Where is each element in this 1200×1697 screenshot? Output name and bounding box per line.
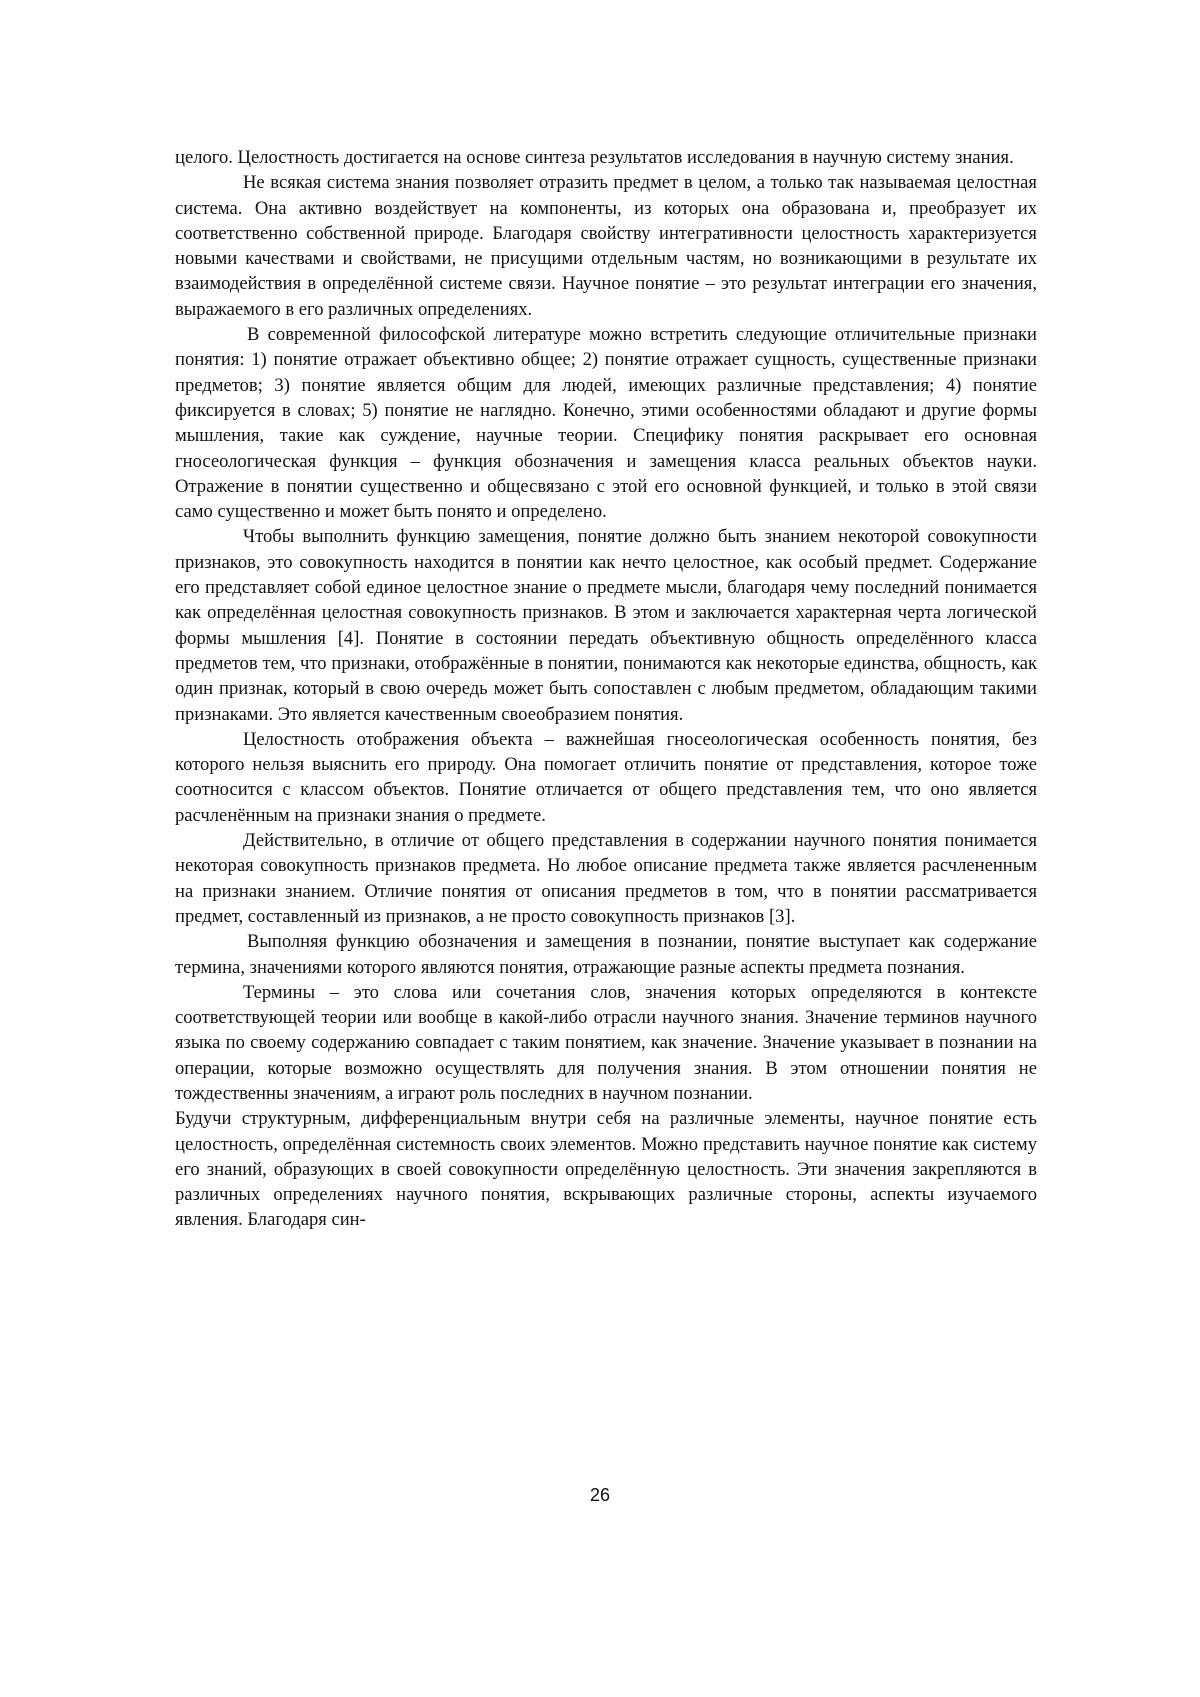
paragraph: Чтобы выполнить функцию замещения, понятие должно быть знанием некоторой совокупности признаков, это совокупность находится в понятии как нечто целостное, как особый предмет. Содержание его представляет собой единое целостное знание о предмете мысли, благодаря чему последний понимается как определённая целостная совокупность признаков. В этом и заключается характерная черта логической формы мышления [4]. Понятие в состоянии передать объективную общность определённого класса предметов тем, что признаки, отображённые в понятии, понимаются как некоторые единства, общность, как один признак, который в свою очередь может быть сопоставлен с любым предметом, обладающим такими признаками. Это является качественным своеобразием понятия. <box>175 524 1037 726</box>
paragraph: Термины – это слова или сочетания слов, значения которых определяются в контексте соответствующей теории или вообще в какой-либо отрасли научного знания. Значение терминов научного языка по своему содержанию совпадает с таким понятием, как значение. Значение указывает в познании на операции, которые возможно осуществлять для получения знания. В этом отношении понятия не тождественны значениям, а играют роль последних в научном познании. <box>175 980 1037 1106</box>
page-number: 26 <box>0 1485 1200 1506</box>
paragraph: В современной философской литературе можно встретить следующие отличительные признаки понятия: 1) понятие отражает объективно общее; 2) понятие отражает сущность, существенные признаки предметов; 3) понятие является общим для людей, имеющих различные представления; 4) понятие фиксируется в словах; 5) понятие не наглядно. Конечно, этими особенностями обладают и другие формы мышления, такие как суждение, научные теории. Специфику понятия раскрывает его основная гносеологическая функция – функция обозначения и замещения класса реальных объектов науки. Отражение в понятии существенно и общесвязано с этой его основной функцией, и только в этой связи само существенно и может быть понято и определено. <box>175 322 1037 524</box>
body-text <box>175 145 1037 1233</box>
paragraph: Выполняя функцию обозначения и замещения в познании, понятие выступает как содержание термина, значениями которого являются понятия, отражающие разные аспекты предмета познания. <box>175 929 1037 980</box>
paragraph: Будучи структурным, дифференциальным внутри себя на различные элементы, научное понятие есть целостность, определённая системность своих элементов. Можно представить научное понятие как систему его знаний, образующих в своей совокупности определённую целостность. Эти значения закрепляются в различных определениях научного понятия, вскрывающих различные стороны, аспекты изучаемого явления. Благодаря син- <box>175 1106 1037 1232</box>
paragraph: Не всякая система знания позволяет отразить предмет в целом, а только так называемая целостная система. Она активно воздействует на компоненты, из которых она образована и, преобразует их соответственно собственной природе. Благодаря свойству интегративности целостность характеризуется новыми качествами и свойствами, не присущими отдельным частям, но возникающими в результате их взаимодействия в определённой системе связи. Научное понятие – это результат интеграции его значения, выражаемого в его различных определениях. <box>175 170 1037 322</box>
paragraph: целого. Целостность достигается на основе синтеза результатов исследования в научную систему знания. <box>175 145 1037 170</box>
document-page <box>0 0 1200 1697</box>
paragraph: Действительно, в отличие от общего представления в содержании научного понятия понимается некоторая совокупность признаков предмета. Но любое описание предмета также является расчлененным на признаки знанием. Отличие понятия от описания предметов в том, что в понятии рассматривается предмет, составленный из признаков, а не просто совокупность признаков [3]. <box>175 828 1037 929</box>
paragraph: Целостность отображения объекта – важнейшая гносеологическая особенность понятия, без которого нельзя выяснить его природу. Она помогает отличить понятие от представления, которое тоже соотносится с классом объектов. Понятие отличается от общего представления тем, что оно является расчленённым на признаки знания о предмете. <box>175 727 1037 828</box>
